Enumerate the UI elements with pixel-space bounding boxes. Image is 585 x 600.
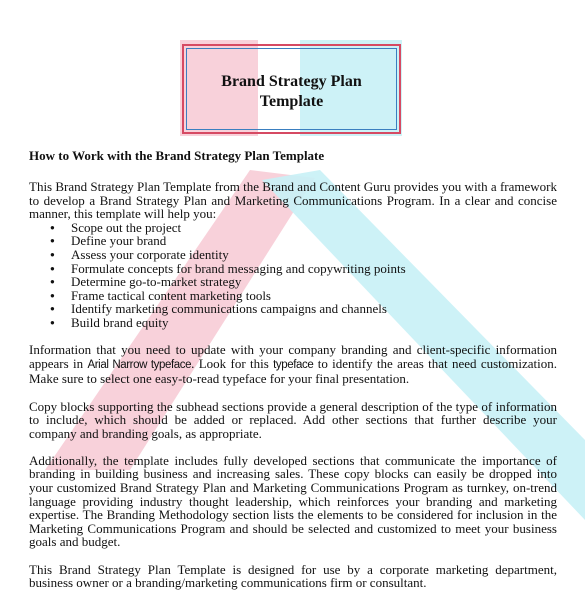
para2-text-3: to identify the areas that need customization. Make sure to select one easy-to-read typeface for your final presentation.: [29, 355, 557, 387]
arial-narrow-typeface-text: Arial Narrow typeface: [87, 358, 192, 371]
copy-blocks-paragraph: Copy blocks supporting the subhead sections provide a general description of the type of information to include, which should be added or replaced. Add other sections that further describe your company and branding goals, as appropriate.: [29, 398, 557, 441]
closing-paragraph: This Brand Strategy Plan Template is designed for use by a corporate marketing department, business owner or a branding/marketing communications firm or consultant.: [29, 561, 557, 591]
section-heading: How to Work with the Brand Strategy Plan Template: [29, 148, 325, 163]
additional-paragraph: Additionally, the template includes fully developed sections that communicate the importance of branding in building business and increasing sales. These copy blocks can easily be dropped into your customized Brand Strategy Plan and Marketing Communications Program as turnkey, on-trend language providing industry thought leadership, which reinforces your branding and marketing expertise. The Branding Methodology section lists the elements to be considered for inclusion in the Marketing Communications Program and should be selected and customized to meet your business goals and budget.: [29, 452, 557, 550]
list-item: ● Determine go-to-market strategy: [49, 275, 557, 289]
list-item: ● Build brand equity: [49, 316, 557, 330]
list-item: ● Formulate concepts for brand messaging and copywriting points: [49, 262, 557, 276]
customization-paragraph: [29, 343, 557, 386]
document-body: [29, 148, 557, 590]
title-line-1: Brand Strategy Plan: [221, 73, 362, 90]
list-item: ● Define your brand: [49, 234, 557, 248]
title-line-2: Template: [259, 93, 324, 110]
para2-text-1: Information that you need to update with your company branding and client-specific information appears in: [29, 342, 557, 371]
bullet-list: [29, 221, 557, 330]
title-box: [182, 44, 401, 134]
intro-paragraph: This Brand Strategy Plan Template from the Brand and Content Guru provides you with a framework to develop a Brand Strategy Plan and Marketing Communications Program. In a clear and concise manner, this template will help you:: [29, 179, 557, 222]
list-item: ● Scope out the project: [49, 221, 557, 235]
list-item: ● Frame tactical content marketing tools: [49, 289, 557, 303]
para2-text-2: . Look for this: [191, 355, 274, 371]
typeface-word: typeface: [273, 358, 314, 371]
list-item: ● Assess your corporate identity: [49, 248, 557, 262]
document-title: [182, 72, 401, 112]
list-item: ● Identify marketing communications campaigns and channels: [49, 302, 557, 316]
